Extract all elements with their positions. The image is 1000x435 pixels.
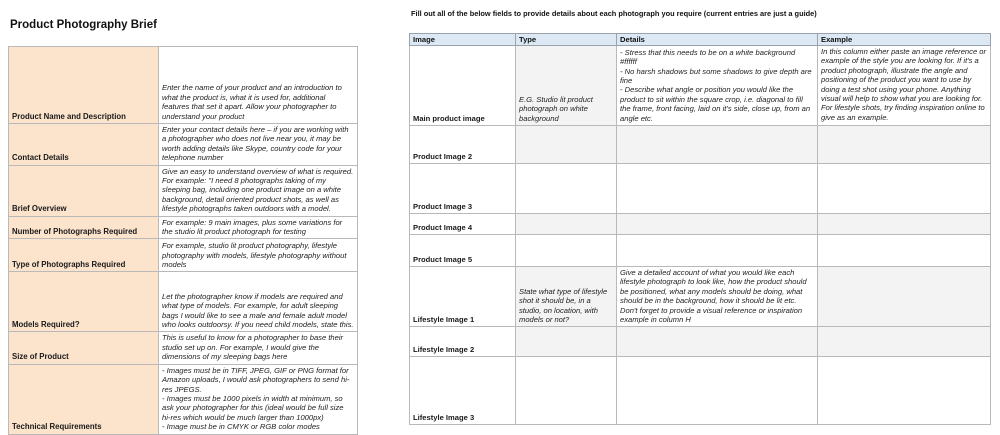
- brief-row: [9, 272, 358, 332]
- brief-row: [9, 124, 358, 166]
- photo-example-cell[interactable]: [818, 214, 991, 235]
- photo-details-cell[interactable]: Give a detailed account of what you would like each lifestyle photograph to look like, how the product should be positioned, what any models should be doing, what should be in the background, how it should be lit etc. Don't forget to provide a visual reference or inspiration example in column H: [617, 267, 818, 327]
- photo-image-label[interactable]: Lifestyle Image 1: [410, 267, 516, 327]
- header-type[interactable]: Type: [516, 34, 617, 46]
- brief-label-contact[interactable]: Contact Details: [9, 124, 159, 166]
- brief-table: [8, 46, 358, 435]
- brief-row: [9, 165, 358, 216]
- photo-details-cell[interactable]: [617, 235, 818, 267]
- photo-image-label[interactable]: Product Image 5: [410, 235, 516, 267]
- photo-type-cell[interactable]: [516, 235, 617, 267]
- brief-text-size[interactable]: This is useful to know for a photographer to base their studio set up on. For example, I would give the dimensions of my sleeping bags here: [159, 332, 358, 364]
- photo-row: [410, 214, 991, 235]
- brief-text-type[interactable]: For example, studio lit product photography, lifestyle photography with models, lifestyle photography without models: [159, 239, 358, 272]
- photo-row: [410, 235, 991, 267]
- brief-label-type[interactable]: Type of Photographs Required: [9, 239, 159, 272]
- brief-row: [9, 47, 358, 124]
- photo-row: [410, 46, 991, 126]
- photo-example-cell[interactable]: In this column either paste an image reference or example of the style you are looking for. If it's a product photograph, illustrate the angle and positioning of the product you want to use by doing a test shot using your phone. Anything visual will help to show what you are looking for. For lifestyle shots, try finding inspiration online to give as an example.: [818, 46, 991, 126]
- photo-example-cell[interactable]: [818, 235, 991, 267]
- header-details[interactable]: Details: [617, 34, 818, 46]
- photo-example-cell[interactable]: [818, 164, 991, 214]
- brief-label-models[interactable]: Models Required?: [9, 272, 159, 332]
- photo-type-cell[interactable]: [516, 357, 617, 425]
- photos-header-row: [410, 34, 991, 46]
- brief-title: Product Photography Brief: [10, 19, 157, 31]
- photo-type-cell[interactable]: [516, 126, 617, 164]
- photo-row: [410, 164, 991, 214]
- brief-row: [9, 239, 358, 272]
- header-example[interactable]: Example: [818, 34, 991, 46]
- photos-table: [409, 33, 991, 425]
- photo-type-cell[interactable]: [516, 164, 617, 214]
- brief-text-models[interactable]: Let the photographer know if models are required and what type of models. For example, for adult sleeping bags I would like to see a male and female adult model who looks outdoorsy. If you need child models, state this.: [159, 272, 358, 332]
- photo-row: [410, 357, 991, 425]
- photo-image-label[interactable]: Product Image 3: [410, 164, 516, 214]
- photo-image-label[interactable]: Main product image: [410, 46, 516, 126]
- photo-type-cell[interactable]: E.G. Studio lit product photograph on white background: [516, 46, 617, 126]
- brief-label-product-name[interactable]: Product Name and Description: [9, 47, 159, 124]
- photo-image-label[interactable]: Lifestyle Image 3: [410, 357, 516, 425]
- brief-text-product-name[interactable]: Enter the name of your product and an introduction to what the product is, what it is used for, additional features that set it apart. Allow your photographer to understand your product: [159, 47, 358, 124]
- photo-example-cell[interactable]: [818, 267, 991, 327]
- brief-text-overview[interactable]: Give an easy to understand overview of what is required. For example: "I need 8 photographs taking of my sleeping bag, including one product image on a white background, detail oriented product shots, as well as lifestyle photographs taken outdoors with a model.: [159, 165, 358, 216]
- photo-details-cell[interactable]: [617, 164, 818, 214]
- photo-details-cell[interactable]: [617, 327, 818, 357]
- photo-example-cell[interactable]: [818, 126, 991, 164]
- photo-details-cell[interactable]: [617, 214, 818, 235]
- photo-image-label[interactable]: Product Image 2: [410, 126, 516, 164]
- photo-row: [410, 126, 991, 164]
- photo-details-cell[interactable]: - Stress that this needs to be on a white background #ffffff - No harsh shadows but some shadows to give depth are fine - Describe what angle or position you would like the product to sit within the square crop, i.e. diagonal to fill the frame, front facing, laid on it's side, close up, from an angle etc.: [617, 46, 818, 126]
- photo-type-cell[interactable]: [516, 327, 617, 357]
- brief-label-size[interactable]: Size of Product: [9, 332, 159, 364]
- photo-type-cell[interactable]: [516, 214, 617, 235]
- photo-row: [410, 327, 991, 357]
- brief-text-technical[interactable]: - Images must be in TIFF, JPEG, GIF or PNG format for Amazon uploads, I would ask photographers to send hi-res JPEGS. - Images must be 1000 pixels in width at minimum, so ask your photographer for this (ideal would be full size hi-res which would be much larger than 1000px) - Image must be in CMYK or RGB color modes: [159, 364, 358, 434]
- photos-instruction: Fill out all of the below fields to provide details about each photograph you require (current entries are just a guide): [411, 9, 817, 18]
- brief-text-number[interactable]: For example: 9 main images, plus some variations for the studio lit product photograph for testing: [159, 216, 358, 239]
- photo-type-cell[interactable]: State what type of lifestyle shot it should be, in a studio, on location, with models or not?: [516, 267, 617, 327]
- photo-image-label[interactable]: Product Image 4: [410, 214, 516, 235]
- brief-label-number[interactable]: Number of Photographs Required: [9, 216, 159, 239]
- photo-example-cell[interactable]: [818, 357, 991, 425]
- header-image[interactable]: Image: [410, 34, 516, 46]
- brief-text-contact[interactable]: Enter your contact details here – if you are working with a photographer who does not live near you, it may be worth adding details like Skype, country code for your telephone number: [159, 124, 358, 166]
- photo-example-cell[interactable]: [818, 327, 991, 357]
- brief-label-technical[interactable]: Technical Requirements: [9, 364, 159, 434]
- photo-details-cell[interactable]: [617, 126, 818, 164]
- photo-row: [410, 267, 991, 327]
- brief-row: [9, 364, 358, 434]
- brief-row: [9, 332, 358, 364]
- brief-row: [9, 216, 358, 239]
- brief-label-overview[interactable]: Brief Overview: [9, 165, 159, 216]
- photo-image-label[interactable]: Lifestyle Image 2: [410, 327, 516, 357]
- photo-details-cell[interactable]: [617, 357, 818, 425]
